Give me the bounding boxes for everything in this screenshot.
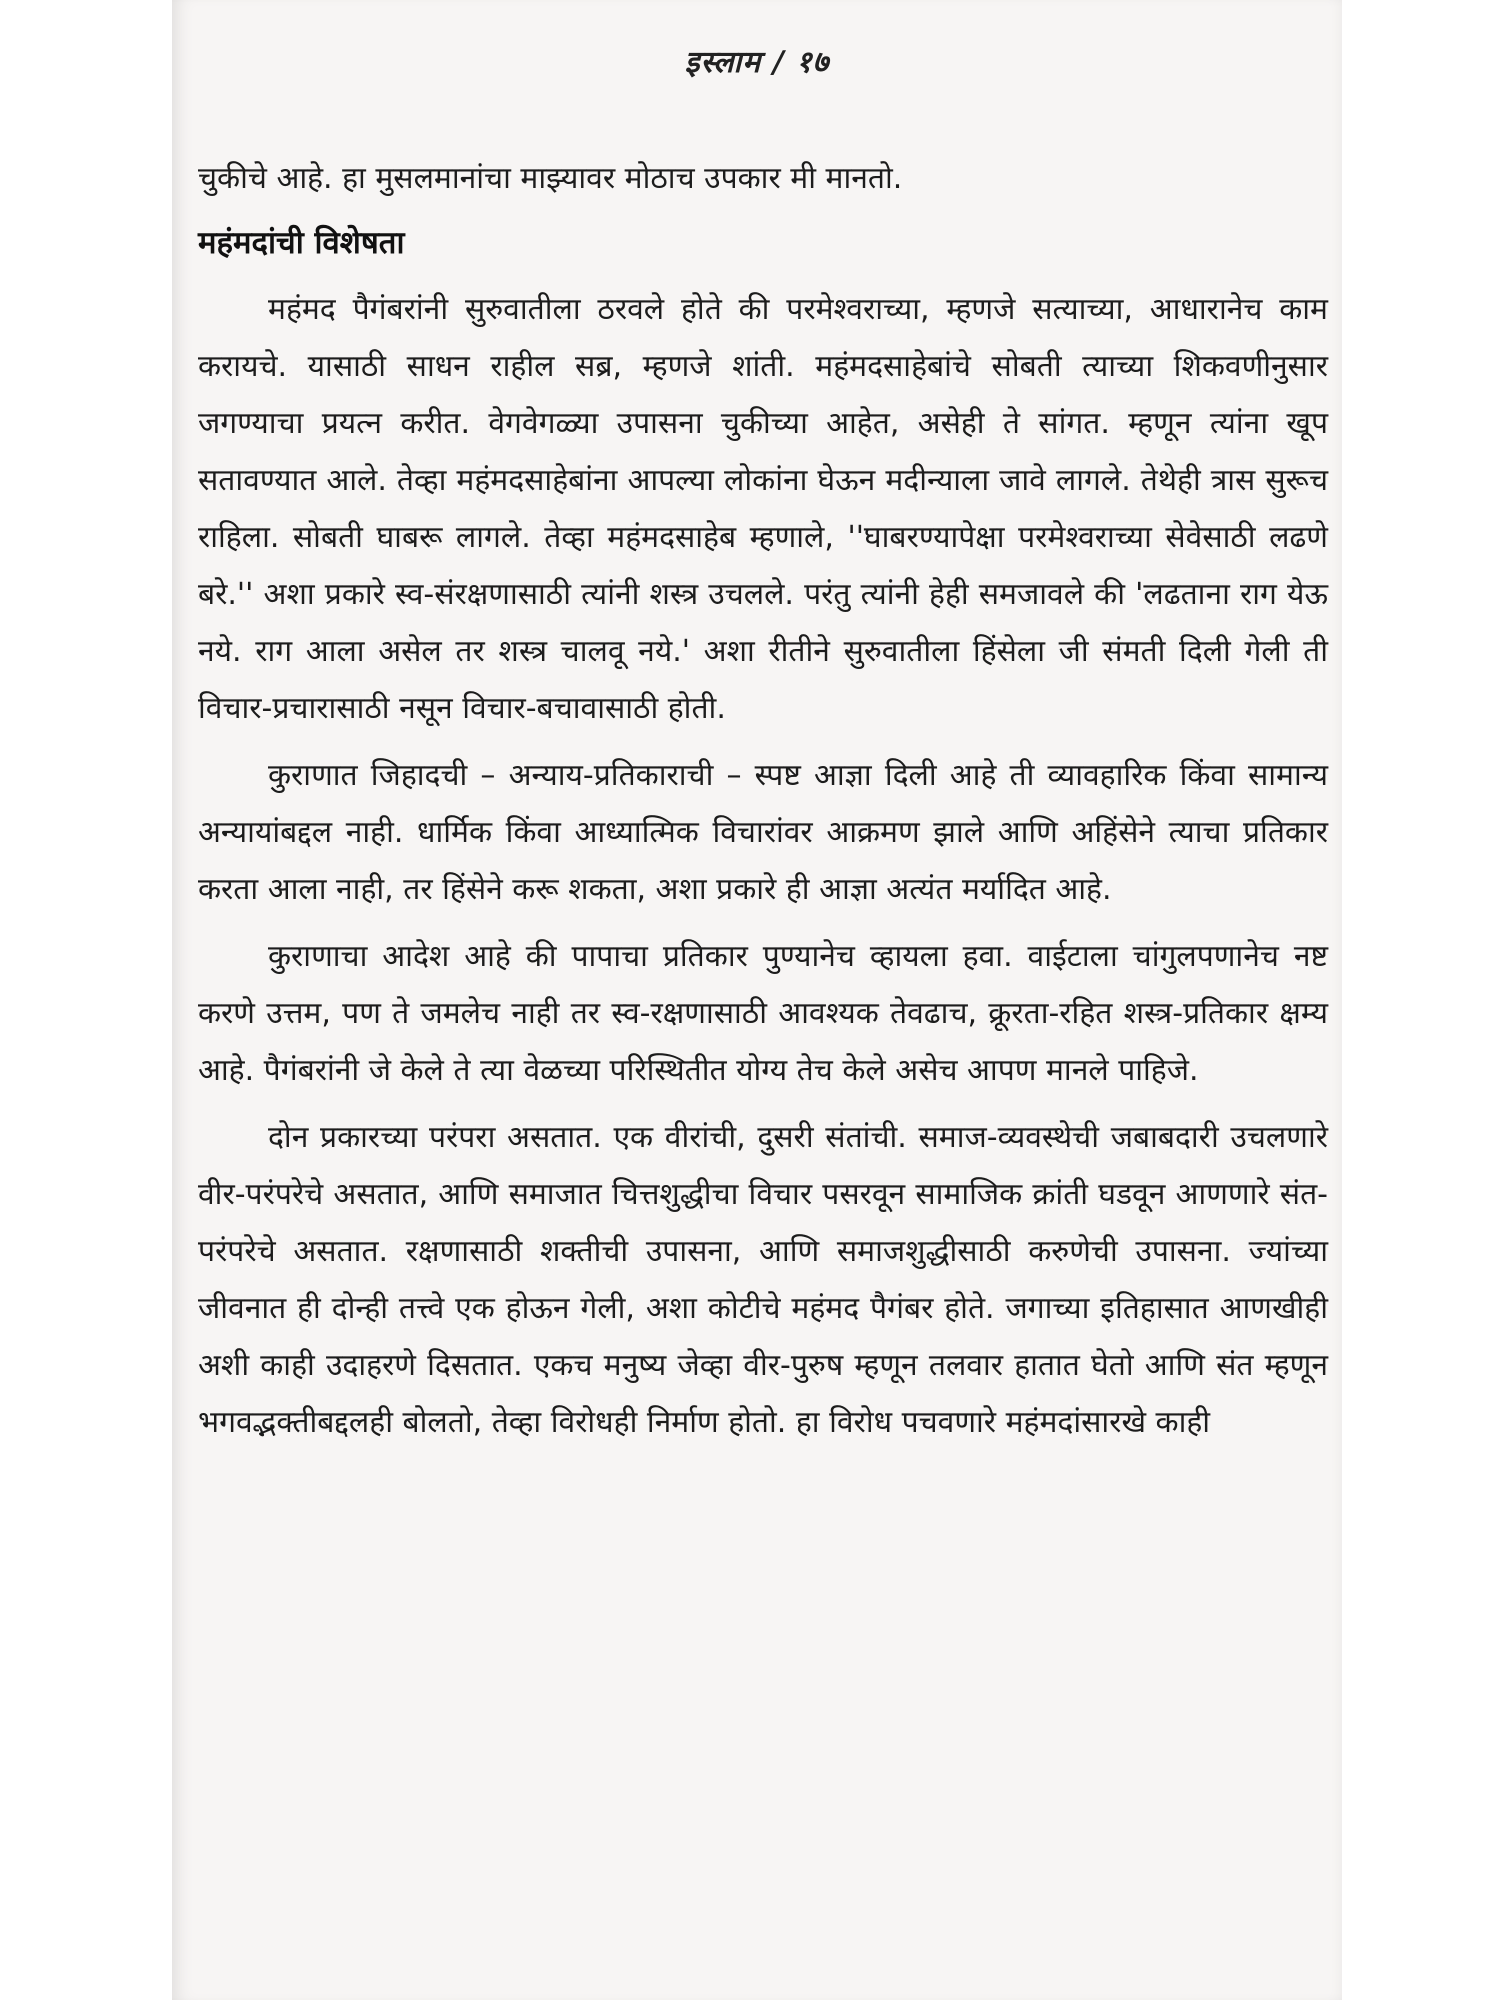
paragraph: कुराणाचा आदेश आहे की पापाचा प्रतिकार पुण्यानेच व्हायला हवा. वाईटाला चांगुलपणानेच नष्ट करणे उत्तम, पण ते जमलेच नाही तर स्व-रक्षणासाठी आवश्यक तेवढाच, क्रूरता-रहित शस्त्र-प्रतिकार क्षम्य आहे. पैगंबरांनी जे केले ते त्या वेळच्या परिस्थितीत योग्य तेच केले असेच आपण मानले पाहिजे. <box>198 939 1328 1088</box>
book-page <box>172 0 1342 2000</box>
section-heading: महंमदांची विशेषता <box>198 225 405 261</box>
paragraph: दोन प्रकारच्या परंपरा असतात. एक वीरांची, दुसरी संतांची. समाज-व्यवस्थेची जबाबदारी उचलणारे वीर-परंपरेचे असतात, आणि समाजात चित्तशुद्धीचा विचार पसरवून सामाजिक क्रांती घडवून आणणारे संत-परंपरेचे असतात. रक्षणासाठी शक्तीची उपासना, आणि समाजशुद्धीसाठी करुणेची उपासना. ज्यांच्या जीवनात ही दोन्ही तत्त्वे एक होऊन गेली, अशा कोटीचे महंमद पैगंबर होते. जगाच्या इतिहासात आणखीही अशी काही उदाहरणे दिसतात. एकच मनुष्य जेव्हा वीर-पुरुष म्हणून तलवार हातात घेतो आणि संत म्हणून भगवद्भक्तीबद्दलही बोलतो, तेव्हा विरोधही निर्माण होतो. हा विरोध पचवणारे महंमदांसारखे काही <box>198 1120 1328 1440</box>
right-margin <box>1342 0 1500 2000</box>
running-header: इस्लाम / १७ <box>684 45 830 80</box>
paragraph: कुराणात जिहादची – अन्याय-प्रतिकाराची – स्पष्ट आज्ञा दिली आहे ती व्यावहारिक किंवा सामान्य अन्यायांबद्दल नाही. धार्मिक किंवा आध्यात्मिक विचारांवर आक्रमण झाले आणि अहिंसेने त्याचा प्रतिकार करता आला नाही, तर हिंसेने करू शकता, अशा प्रकारे ही आज्ञा अत्यंत मर्यादित आहे. <box>198 758 1328 907</box>
left-margin <box>0 0 172 2000</box>
paragraph: महंमद पैगंबरांनी सुरुवातीला ठरवले होते की परमेश्वराच्या, म्हणजे सत्याच्या, आधारानेच काम करायचे. यासाठी साधन राहील सब्र, म्हणजे शांती. महंमदसाहेबांचे सोबती त्याच्या शिकवणीनुसार जगण्याचा प्रयत्न करीत. वेगवेगळ्या उपासना चुकीच्या आहेत, असेही ते सांगत. म्हणून त्यांना खूप सतावण्यात आले. तेव्हा महंमदसाहेबांना आपल्या लोकांना घेऊन मदीन्याला जावे लागले. तेथेही त्रास सुरूच राहिला. सोबती घाबरू लागले. तेव्हा महंमदसाहेब म्हणाले, ''घाबरण्यापेक्षा परमेश्वराच्या सेवेसाठी लढणे बरे.'' अशा प्रकारे स्व-संरक्षणासाठी त्यांनी शस्त्र उचलले. परंतु त्यांनी हेही समजावले की 'लढताना राग येऊ नये. राग आला असेल तर शस्त्र चालवू नये.' अशा रीतीने सुरुवातीला हिंसेला जी संमती दिली गेली ती विचार-प्रचारासाठी नसून विचार-बचावासाठी होती. <box>198 292 1328 726</box>
page-body <box>198 150 1328 1461</box>
continuation-text: चुकीचे आहे. हा मुसलमानांचा माझ्यावर मोठाच उपकार मी मानतो. <box>198 161 903 196</box>
